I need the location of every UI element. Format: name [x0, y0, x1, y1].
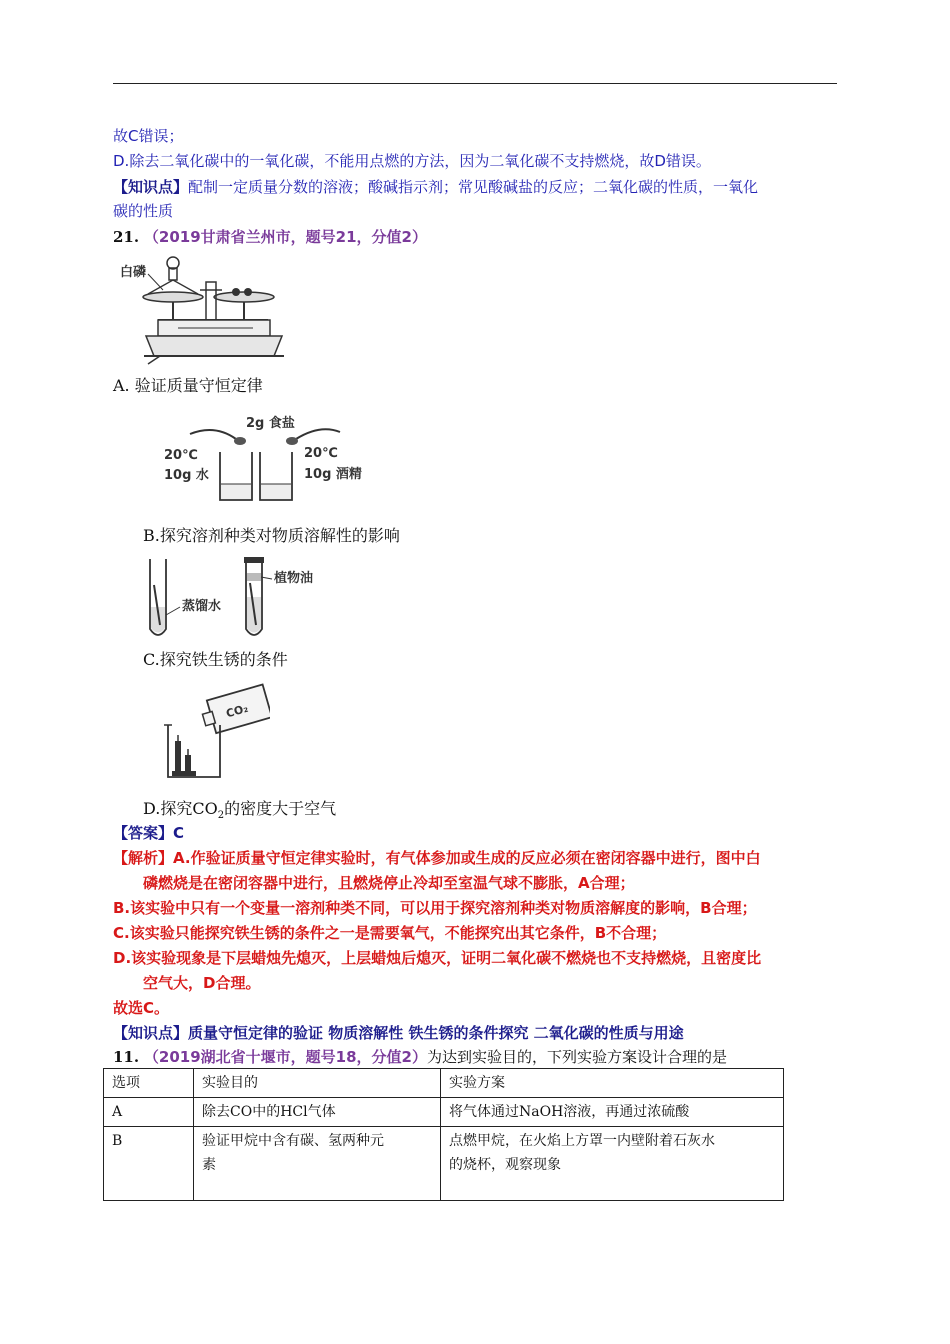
- analysis-tag: 【解析】: [113, 849, 174, 867]
- text-line: 故C错误；: [113, 127, 184, 145]
- question-number: 21.: [113, 228, 140, 246]
- question-source: （2019湖北省十堰市，题号18，分值2）: [143, 1048, 427, 1066]
- options-table: [103, 1068, 784, 1201]
- cell-line: 素: [202, 1157, 216, 1173]
- knowledge-tag: 【知识点】: [113, 178, 189, 196]
- table-cell: [441, 1127, 784, 1201]
- analysis-line: B.该实验中只有一个变量一溶剂种类不同，可以用于探究溶剂种类对物质溶解度的影响，B合理；: [113, 899, 757, 917]
- cell-line: 的烧杯，观察现象: [449, 1157, 561, 1173]
- figure-beakers: [160, 412, 370, 511]
- label-co2: CO₂: [224, 701, 250, 721]
- cell-line: 点燃甲烷，在火焰上方罩一内壁附着石灰水: [449, 1133, 715, 1149]
- knowledge-tag: 【知识点】: [113, 1024, 189, 1042]
- figure-co2-candles: [160, 683, 270, 785]
- question-source: （2019甘肃省兰州市，题号21，分值2）: [143, 228, 427, 246]
- table-cell: A: [104, 1098, 194, 1127]
- option-c: C.探究铁生锈的条件: [143, 650, 288, 669]
- option-b: B.探究溶剂种类对物质溶解性的影响: [143, 526, 400, 545]
- label-white-phosphorus: 白磷: [120, 265, 147, 280]
- table-header-row: [104, 1069, 784, 1098]
- analysis-line: C.该实验只能探究铁生锈的条件之一是需要氧气，不能探究出其它条件，B不合理；: [113, 924, 667, 942]
- knowledge-points-line: [113, 177, 758, 197]
- header-rule: [113, 83, 837, 84]
- option-a: A. 验证质量守恒定律: [113, 376, 263, 395]
- table-header: 实验目的: [194, 1069, 441, 1098]
- option-d-pre: D.探究CO: [143, 799, 218, 818]
- label-right-temp: 20℃: [304, 446, 338, 461]
- label-vegetable-oil: 植物油: [274, 571, 314, 586]
- question-11-header: [113, 1047, 727, 1067]
- answer-line: [113, 823, 184, 843]
- analysis-text: A.作验证质量守恒定律实验时，有气体参加或生成的反应必须在密闭容器中进行，图中白: [173, 849, 761, 867]
- analysis-line: 磷燃烧是在密闭容器中进行，且燃烧停止冷却至室温气球不膨胀，A合理；: [143, 874, 635, 892]
- table-cell: [194, 1127, 441, 1201]
- table-header: 选项: [104, 1069, 194, 1098]
- table-row: [104, 1127, 784, 1201]
- knowledge-text: 配制一定质量分数的溶液；酸碱指示剂；常见酸碱盐的反应；二氧化碳的性质，一氧化: [188, 178, 759, 196]
- table-header: 实验方案: [441, 1069, 784, 1098]
- analysis-line: 故选C。: [113, 999, 170, 1017]
- table-cell: 除去CO中的HCl气体: [194, 1098, 441, 1127]
- question-21-header: [113, 227, 427, 247]
- text-line: D.除去二氧化碳中的一氧化碳，不能用点燃的方法，因为二氧化碳不支持燃烧，故D错误。: [113, 152, 711, 170]
- label-right-solvent: 10g 酒精: [304, 467, 362, 482]
- table-row: [104, 1098, 784, 1127]
- option-d-post: 的密度大于空气: [224, 799, 337, 818]
- table-cell: 将气体通过NaOH溶液，再通过浓硫酸: [441, 1098, 784, 1127]
- label-salt: 2g 食盐: [246, 416, 295, 431]
- label-distilled-water: 蒸馏水: [182, 599, 222, 614]
- figure-test-tubes: [140, 555, 340, 649]
- label-left-solvent: 10g 水: [164, 468, 209, 483]
- question-number: 11.: [113, 1048, 140, 1066]
- figure-balance: [118, 252, 288, 371]
- label-left-temp: 20℃: [164, 448, 198, 463]
- analysis-line: [113, 848, 761, 868]
- table-cell: B: [104, 1127, 194, 1201]
- option-d-sub: 2: [217, 810, 225, 822]
- analysis-line: D.该实验现象是下层蜡烛先熄灭，上层蜡烛后熄灭，证明二氧化碳不燃烧也不支持燃烧，且密度比: [113, 949, 762, 967]
- answer-value: C: [173, 824, 185, 842]
- knowledge-points-line: [113, 1023, 684, 1043]
- analysis-line: 空气大，D合理。: [143, 974, 261, 992]
- question-stem: 为达到实验目的，下列实验方案设计合理的是: [426, 1048, 727, 1066]
- answer-tag: 【答案】: [113, 824, 174, 842]
- cell-line: 验证甲烷中含有碳、氢两种元: [202, 1133, 384, 1149]
- knowledge-text: 质量守恒定律的验证 物质溶解性 铁生锈的条件探究 二氧化碳的性质与用途: [188, 1024, 684, 1042]
- text-line: 碳的性质: [113, 202, 174, 220]
